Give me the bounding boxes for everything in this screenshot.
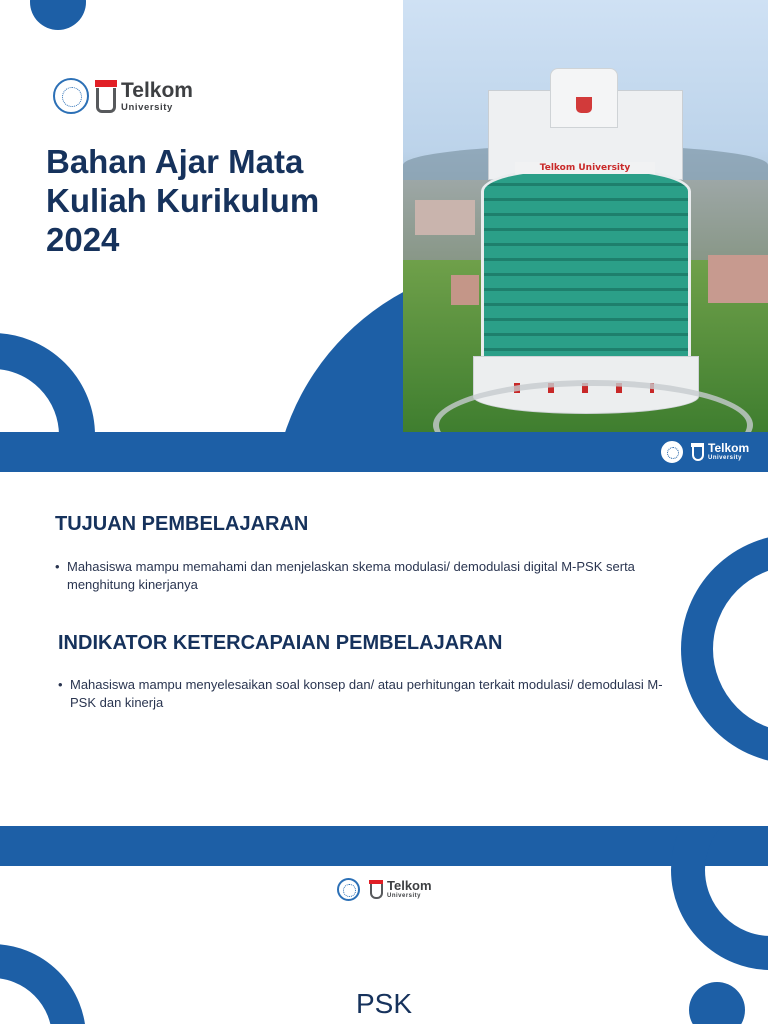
bullet-text-line: PSK dan kinerja: [70, 695, 164, 710]
section-title: PSK: [355, 988, 413, 1019]
university-logo: [53, 78, 193, 114]
title-line: Kuliah Kurikulum: [46, 182, 320, 219]
achievement-indicator-item: [58, 676, 663, 712]
bullet-text-line: Mahasiswa mampu menyelesaikan soal konsep dan/ atau perhitungan terkait modulasi/ demodulasi M-: [70, 677, 663, 692]
logo-name: Telkom: [387, 878, 432, 893]
building-sign: Telkom University: [515, 162, 655, 174]
title-slide: [0, 0, 768, 472]
logo-subname: University: [708, 455, 743, 461]
logo-name: Telkom: [708, 441, 750, 455]
logo-name: Telkom: [121, 78, 193, 102]
learning-objectives-heading: TUJUAN PEMBELAJARAN: [55, 513, 309, 535]
bullet-icon: •: [58, 677, 63, 692]
learning-objective-item: [55, 558, 635, 594]
university-seal-icon: [661, 441, 683, 463]
title-line: Bahan Ajar Mata: [46, 143, 304, 180]
telkom-u-mark-icon: [369, 880, 383, 899]
telkom-u-mark-icon: [691, 443, 704, 461]
decorative-ring: [681, 534, 768, 764]
university-seal-icon: [53, 78, 89, 114]
footer-logo: [661, 441, 749, 463]
achievement-indicators-heading: INDIKATOR KETERCAPAIAN PEMBELAJARAN: [58, 632, 503, 654]
bullet-text-line: Mahasiswa mampu memahami dan menjelaskan skema modulasi/ demodulasi digital M-PSK serta: [67, 559, 635, 574]
title-line: 2024: [46, 221, 120, 258]
university-seal-icon: [337, 878, 360, 901]
slide-title: [46, 142, 376, 259]
telkom-u-mark-icon: [95, 80, 117, 113]
campus-building-photo: [403, 0, 768, 432]
header-band: [0, 826, 768, 866]
section-slide: [0, 826, 768, 1024]
objectives-slide: [0, 472, 768, 826]
university-logo: [337, 878, 432, 901]
logo-subname: University: [121, 101, 173, 113]
bullet-text-line: menghitung kinerjanya: [67, 577, 198, 592]
decorative-ring-right: [671, 826, 768, 970]
bullet-icon: •: [55, 559, 60, 574]
logo-subname: University: [387, 893, 422, 899]
decorative-dot: [30, 0, 86, 30]
footer-band: [0, 432, 768, 472]
